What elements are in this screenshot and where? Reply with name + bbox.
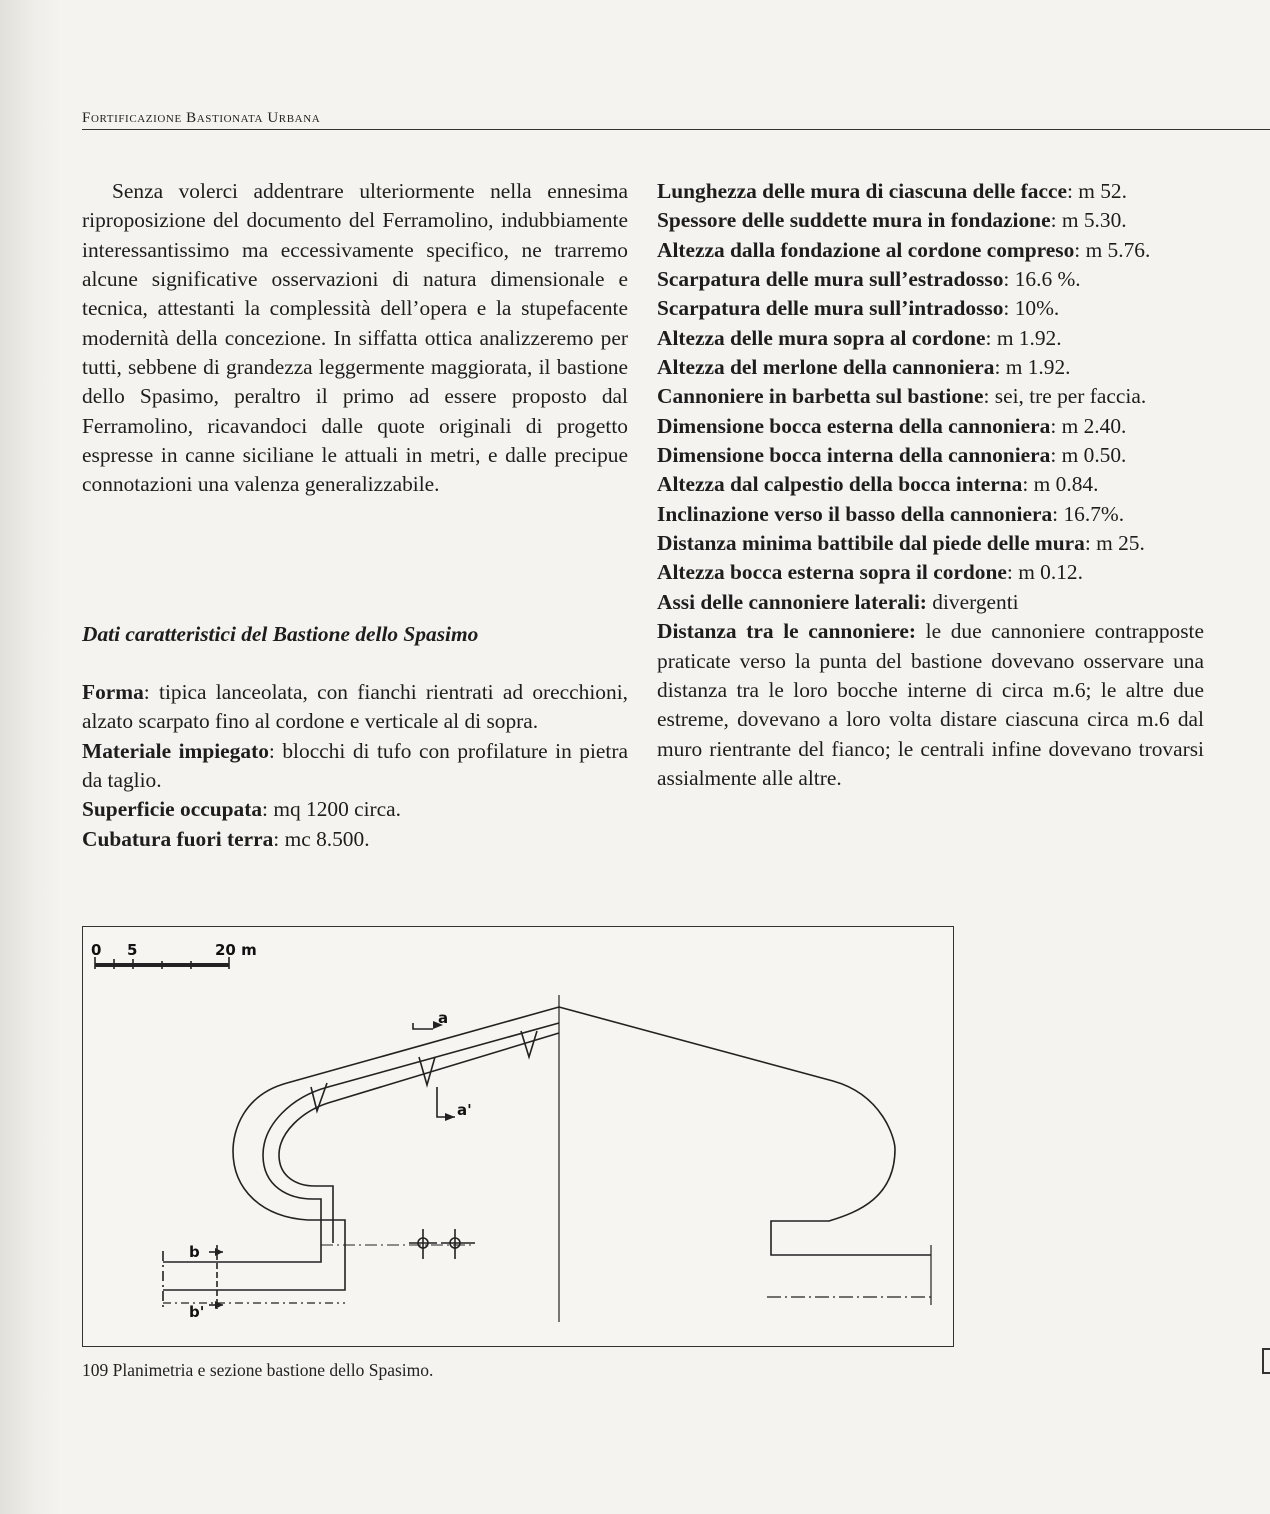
spec-item: Dimensione bocca esterna della cannoniera: m 2.40. [657, 413, 1127, 438]
section-title: Dati caratteristici del Bastione dello Spasimo [82, 622, 479, 646]
spec-label: Assi delle cannoniere laterali: [657, 589, 927, 614]
spec-value: 10%. [1014, 296, 1060, 321]
spec-item: Scarpatura delle mura sull’estradosso: 16.6 %. [657, 267, 1081, 292]
spec-value: le due cannoniere contrapposte praticate verso la punta del bastione dovevano osservare una distanza tra le loro bocche interne di circa m.6; le altre due estreme, dovevano a loro volta distare ciascuna circa m.6 dal muro rientrante del fianco; le centrali infine dovevano trovarsi assialmente alle altre. [657, 619, 1204, 790]
spec-value: m 0.84. [1033, 472, 1099, 497]
intro-paragraph: Senza volerci addentrare ulteriormente nella ennesima riproposizione del documento del Ferramolino, indubbiamente interessantissimo ma eccessivamente specifico, ne trarremo alcune significative osservazioni di natura dimensionale e tecnica, attestanti la complessità dell’opera e la stupefacente modernità della concezione. In siffatta ottica analizzeremo per tutti, sebbene di grandezza leggermente maggiorata, il bastione dello Spasimo, peraltro il primo ad essere proposto dal Ferramolino, ricavandoci dalle quote originali di progetto espresse in canne siciliane le attuali in metri, e dalle precipue connotazioni una valenza generalizzabile. [82, 179, 628, 497]
right-spec-list [657, 177, 1204, 793]
spec-item: Distanza minima battibile dal piede delle mura: m 25. [657, 531, 1145, 556]
spec-value: sei, tre per faccia. [994, 384, 1147, 409]
spec-value: m 5.76. [1085, 237, 1151, 262]
spec-item: Spessore delle suddette mura in fondazione: m 5.30. [657, 208, 1127, 233]
spec-label: Lunghezza delle mura di ciascuna delle facce [657, 179, 1067, 203]
spec-item [657, 588, 1204, 617]
spec-item: Inclinazione verso il basso della cannoniera: 16.7%. [657, 501, 1125, 526]
spec-item: Lunghezza delle mura di ciascuna delle facce: m 52. [657, 179, 1127, 203]
spec-label: Altezza dalla fondazione al cordone compreso [657, 237, 1075, 262]
spec-label: Cannoniere in barbetta sul bastione [657, 384, 984, 409]
spec-value: m 2.40. [1061, 413, 1127, 438]
caption-number: 109 [82, 1360, 109, 1380]
spec-value: m 5.30. [1061, 208, 1127, 233]
spec-value: m 1.92. [996, 325, 1062, 350]
bastion-plan-drawing [83, 927, 955, 1348]
scale-label-0: 0 [91, 941, 102, 959]
spec-value: m 52. [1078, 179, 1127, 203]
spec-label: Cubatura fuori terra [82, 826, 274, 851]
spec-item: Superficie occupata: mq 1200 circa. [82, 797, 402, 822]
section-label-a: a [438, 1009, 449, 1027]
spec-label: Distanza minima battibile dal piede delle mura [657, 531, 1085, 556]
spec-label: Altezza del merlone della cannoniera [657, 355, 995, 380]
spec-value: blocchi di tufo con profilature in pietra da taglio. [82, 738, 628, 793]
gun-pivot-mark [441, 1229, 475, 1259]
gun-pivot-mark [409, 1229, 437, 1259]
spec-value: mc 8.500. [284, 826, 370, 851]
spec-label: Dimensione bocca esterna della cannoniera [657, 413, 1051, 438]
header-rule [82, 129, 1270, 130]
spec-item: Dimensione bocca interna della cannoniera: m 0.50. [657, 443, 1127, 468]
spec-item: Materiale impiegato: blocchi di tufo con profilature in pietra da taglio. [82, 738, 628, 793]
scale-label-5: 5 [127, 941, 138, 959]
spec-label: Dimensione bocca interna della cannoniera [657, 443, 1051, 468]
spec-label: Altezza bocca esterna sopra il cordone [657, 560, 1007, 585]
spec-label: Scarpatura delle mura sull’intradosso [657, 296, 1004, 321]
left-spec-list [82, 678, 628, 854]
spec-item: Cubatura fuori terra: mc 8.500. [82, 826, 370, 851]
spec-value: m 0.50. [1061, 443, 1127, 468]
spec-label: Scarpatura delle mura sull’estradosso [657, 267, 1004, 292]
spec-item: Cannoniere in barbetta sul bastione: sei, tre per faccia. [657, 384, 1147, 409]
section-label-a-prime: a' [457, 1101, 472, 1119]
spec-value: 16.6 %. [1014, 267, 1081, 292]
spec-label: Materiale impiegato [82, 738, 269, 763]
page-edge-mark [1262, 1348, 1270, 1374]
bastion-plan-figure [82, 926, 954, 1347]
spec-item: Altezza dalla fondazione al cordone compreso: m 5.76. [657, 237, 1151, 262]
spec-value: 16.7%. [1063, 501, 1125, 526]
spec-label: Altezza dal calpestio della bocca interna [657, 472, 1023, 497]
spec-item: Scarpatura delle mura sull’intradosso: 10%. [657, 296, 1060, 321]
spec-label: Inclinazione verso il basso della cannoniera [657, 501, 1053, 526]
scale-label-20m: 20 m [215, 941, 257, 959]
spec-value: mq 1200 circa. [273, 797, 402, 822]
spec-item: Forma: tipica lanceolata, con fianchi rientrati ad orecchioni, alzato scarpato fino al cordone e verticale al di sopra. [82, 680, 628, 734]
spec-item: Altezza del merlone della cannoniera: m 1.92. [657, 355, 1071, 380]
spec-label: Superficie occupata [82, 797, 263, 822]
section-a-prime-marker [437, 1087, 455, 1117]
spec-item [657, 617, 1204, 793]
spec-value: m 0.12. [1018, 560, 1083, 585]
spec-label: Forma [82, 680, 144, 704]
section-a-marker [413, 1023, 433, 1029]
left-column [82, 177, 628, 500]
spec-value: m 25. [1096, 531, 1145, 556]
section-label-b-prime: b' [189, 1303, 205, 1321]
spec-label: Spessore delle suddette mura in fondazione [657, 208, 1051, 233]
spec-item: Altezza bocca esterna sopra il cordone: m 0.12. [657, 560, 1083, 585]
spec-label: Altezza delle mura sopra al cordone [657, 325, 986, 350]
spec-value: m 1.92. [1005, 355, 1071, 380]
scale-bar [95, 957, 229, 969]
section-label-b: b [189, 1243, 200, 1261]
spec-item: Altezza dal calpestio della bocca interna: m 0.84. [657, 472, 1099, 497]
caption-text: Planimetria e sezione bastione dello Spasimo. [112, 1360, 434, 1380]
spec-value: tipica lanceolata, con fianchi rientrati ad orecchioni, alzato scarpato fino al cordone e verticale al di sopra. [82, 680, 628, 734]
page-gutter-shadow [0, 0, 60, 1514]
bastion-outer-wall [163, 1007, 559, 1290]
spec-label: Distanza tra le cannoniere: [657, 619, 917, 644]
bastion-inner-wall [163, 1023, 559, 1262]
spec-value: divergenti [932, 589, 1019, 614]
spec-item: Altezza delle mura sopra al cordone: m 1.92. [657, 325, 1062, 350]
figure-caption [82, 1360, 433, 1381]
bastion-section-outline [559, 1007, 931, 1255]
running-head: Fortificazione Bastionata Urbana [82, 110, 321, 126]
